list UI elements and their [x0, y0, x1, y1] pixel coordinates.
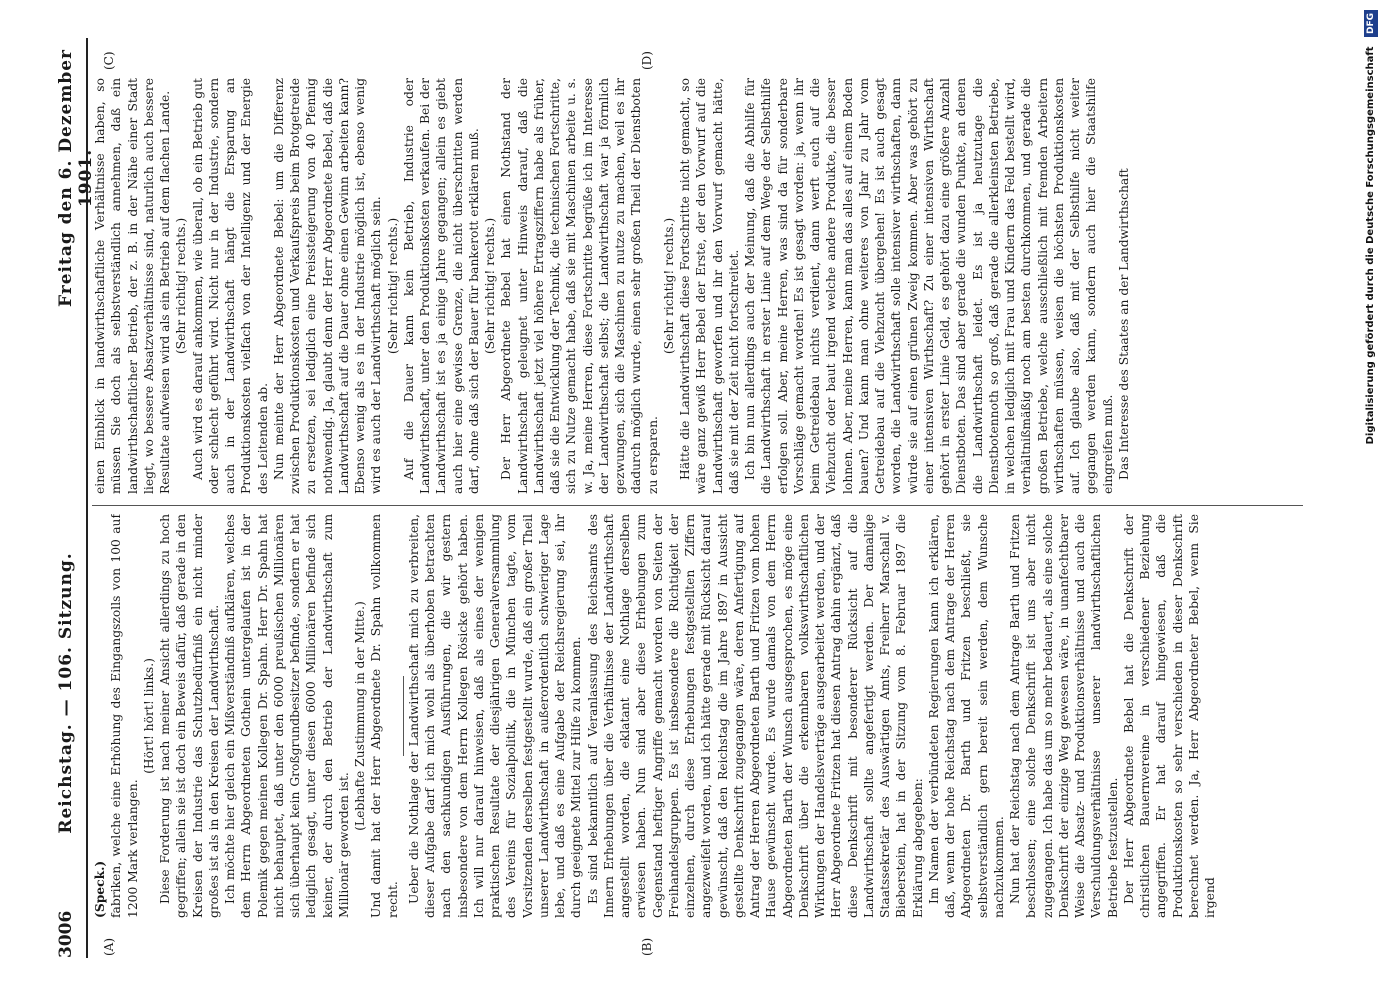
margin-mark-b: (B): [640, 937, 654, 956]
paragraph: Das Interesse des Staates an der Landwirthschaft: [1116, 168, 1131, 480]
running-head: [50, 38, 96, 958]
short-divider: [403, 676, 404, 756]
dfg-logo: DFG: [1364, 10, 1378, 37]
paragraph: Diese Forderung ist nach meiner Ansicht allerdings zu hoch gegriffen; allein sie ist doch ein Beweis dafür, daß gerade in den Kreisen der Industrie das Schutzbedürfniß ein nicht minder großes ist als in den Kreisen der Landwirthschaft.: [158, 514, 221, 918]
right-column: [92, 78, 1305, 494]
margin-mark-c: (C): [102, 51, 116, 70]
paragraph: Auf die Dauer kann kein Betrieb, Industrie oder Landwirthschaft, unter den Produktionskosten verkaufen. Bei der Landwirthschaft ist es ja einige Jahre gegangen; allein es giebt auch hier eine gewisse Grenze, die nicht überschritten werden darf, ohne daß sich der Bauer für bankerott erklären muß.: [401, 78, 481, 494]
paragraph: Nun meinte der Herr Abgeordnete Bebel: um die Differenz zwischen Produktionskosten und Verkaufspreis beim Brotgetreide zu ersetzen, sei lediglich eine Preissteigerung von 40 Pfennig nothwendig. Ja, glaubt denn der Herr Abgeordnete Bebel, daß die Landwirthschaft auf die Dauer ohne einen Gewinn arbeiten kann? Ebenso wenig als es in der Industrie möglich ist, ebenso wenig wird es auch der Landwirthschaft möglich sein.: [271, 78, 384, 494]
interjection: (Sehr richtig! rechts.): [483, 217, 497, 355]
credit-text: Digitalisierung gefördert durch die Deutsche Forschungsgemeinschaft: [1365, 46, 1376, 445]
paragraph: Ueber die Nothlage der Landwirthschaft mich zu verbreiten, dieser Aufgabe darf ich mich wohl als überhoben betrachten nach den sachkundigen Ausführungen, die wir gestern insbesondere von dem Herrn Kollegen Rösicke gehört haben. Ich will nur darauf hinweisen, daß als eines der wenigen praktischen Resultate der diesjährigen Generalversammlung des Vereins für Sozialpolitik, die in München tagte, vom Vorsitzenden derselben festgestellt wurde, daß ein großer Theil unserer Landwirthschaft in außerordentlich schwieriger Lage lebe, und daß es eine Aufgabe der Reichsregierung sei, ihr durch geeignete Mittel zur Hilfe zu kommen.: [406, 514, 584, 918]
session-title: Reichstag. — 106. Sitzung.: [56, 552, 76, 834]
paragraph: Es sind bekanntlich auf Veranlassung des Reichsamts des Innern Erhebungen über die Verhältnisse der Landwirthschaft angestellt worden, die eklatant eine Nothlage derselben erwiesen haben. Nun sind aber diese Erhebungen zum Gegenstand heftiger Angriffe gemacht worden von Seiten der Freihandelsgruppen. Es ist insbesondere die Richtigkeit der einzelnen, durch diese Erhebungen festgestellten Ziffern angezweifelt worden, und ich hätte gerade mit Rücksicht darauf gewünscht, daß den Reichstag die im Jahre 1897 in Aussicht gestellte Denkschrift zugegangen wäre, deren Anfertigung auf Antrag der Herren Abgeordneten Barth und Fritzen vom hohen Hause gewünscht wurde. Es wurde damals von dem Herrn Abgeordneten Barth der Wunsch ausgesprochen, es möge eine Denkschrift über die erkennbaren volkswirthschaftlichen Wirkungen der Handelsverträge ausgearbeitet werden, und der Herr Abgeordnete Fritzen hat diesen Antrag dahin ergänzt, daß diese Denkschrift mit besonderer Rücksicht auf die Landwirthschaft sollte angefertigt werden. Der damalige Staatssekretär des Auswärtigen Amts, Freiherr Marschall v. Bieberstein, hat in der Sitzung vom 8. Februar 1897 die Erklärung abgegeben:: [585, 514, 925, 918]
paragraph: einen Einblick in landwirthschaftliche Verhältnisse haben, so müssen Sie doch als selbstverständlich annehmen, daß ein landwirthschaftlicher Betrieb, der z. B. in der Nähe einer Stadt liegt, wo bessere Absatzverhältnisse sind, naturlich auch bessere Resultate aufweisen wird als ein Betrieb auf dem flachen Lande.: [93, 78, 172, 494]
quotation: Im Namen der verbündeten Regierungen kann ich erklären, daß, wenn der hohe Reichstag nach dem Antrage der Herren Abgeordneten Dr. Barth und Fritzen beschließt, sie selbstverständlich gern bereit sein werden, dem Wunsche nachzukommen.: [926, 514, 1006, 918]
paragraph: Und damit hat der Herr Abgeordnete Dr. Spahn vollkommen recht.: [369, 514, 400, 918]
newspaper-page: [50, 38, 1305, 958]
digitization-credit: [1362, 10, 1380, 990]
column-rule: [92, 505, 1303, 506]
interjection: (Sehr richtig! rechts.): [385, 217, 400, 355]
margin-mark-a: (A): [102, 937, 116, 956]
paragraph: Nun hat der Reichstag nach dem Antrage Barth und Fritzen beschlossen; eine solche Denkschrift ist uns aber nicht zugegangen. Ich habe das um so mehr bedauert, als eine solche Denkschrift der einzige Weg gewesen wäre, in unanfechtbarer Weise die Absatz- und Produktionsverhältnisse und auch die Verschuldungsverhältnisse unserer landwirthschaftlichen Betriebe festzustellen.: [1008, 514, 1120, 918]
paragraph: Der Herr Abgeordnete Bebel hat einen Nothstand der Landwirthschaft geleugnet unter Hinweis darauf, daß die Landwirthschaft jetzt viel höhere Ertragsziffern habe als früher, daß sie die Entwicklung der Technik, die technischen Fortschritte, sich zu Nutze gemacht habe, daß sie mit Maschinen arbeite u. s. w. Ja, meine Herren, diese Fortschritte begrüße ich im Interesse der Landwirthschaft selbst; die Landwirthschaft war ja förmlich gezwungen, sich die Maschinen zu nutze zu machen, weil es ihr dadurch möglich wurde, einen sehr großen Theil der Dienstboten zu ersparen.: [499, 78, 660, 494]
session-date: Freitag den 6. Dezember 1901.: [56, 49, 96, 307]
speaker-note: (Speck.): [92, 860, 107, 918]
header-rule: [86, 38, 88, 958]
interjection: (Lebhafte Zustimmung in der Mitte.): [353, 601, 367, 831]
left-column: [92, 514, 1305, 918]
paragraph: Hätte die Landwirthschaft diese Fortschritte nicht gemacht, so wäre ganz gewiß Herr Bebel der Erste, der den Vorwurf auf die Landwirthschaft geworfen und ihr den Vorwurf gemacht hätte, daß sie mit der Zeit nicht fortschreitet.: [678, 78, 741, 494]
paragraph: Auch wird es darauf ankommen, wie überall, ob ein Betrieb gut oder schlecht geführt wird. Nicht nur in der Industrie, sondern auch in der Landwirthschaft hängt die Ersparung an Produktionskosten vielfach von der Intelligenz und der Energie des Leitenden ab.: [190, 78, 270, 494]
page-number: 3006: [56, 910, 76, 958]
paragraph: Der Herr Abgeordnete Bebel hat die Denkschrift der christlichen Bauernvereine in verschiedener Beziehung angegriffen. Er hat darauf hingewiesen, daß die Produktionskosten so sehr verschieden in dieser Denkschrift berechnet werden. Ja, Herr Abgeordneter Bebel, wenn Sie irgend: [1121, 514, 1217, 918]
paragraph: Ich bin nun allerdings auch der Meinung, daß die Abhilfe für die Landwirthschaft in erster Linie auf dem Wege der Selbsthilfe erfolgen soll. Aber, meine Herren, was sind da für sonderbare Vorschläge gemacht worden! Es ist gesagt worden: ja, wenn ihr beim Getreidebau nichts verdient, dann werft euch auf die Viehzucht oder baut irgend welche andere Produkte, die besser lohnen. Aber, meine Herren, kann man das alles auf einem Boden bauen? Und kann man ohne weiteres von Jahr zu Jahr vom Getreidebau auf die Viehzucht übergehen! Es ist auch gesagt worden, die Landwirthschaft solle intensiver wirthschaften, dann würde sie auf einen grünen Zweig kommen. Aber was gehört zu einer intensiven Wirthschaft? Zu einer intensiven Wirthschaft gehört in erster Linie Geld, es gehört dazu eine größere Anzahl Dienstboten. Das sind aber gerade die wunden Punkte, an denen die Landwirthschaft leidet. Es ist ja heutzutage die Dienstbotennoth so groß, daß gerade die allerkleinsten Betriebe, in welchen lediglich mit Frau und Kindern das Feld bestellt wird, verhältnißmäßig noch am besten durchkommen, und gerade die großen Betriebe, welche ausschließlich mit fremden Arbeitern wirthschaften müssen, weisen die höchsten Produktionskosten auf. Ich glaube also, daß mit der Selbsthilfe nicht weiter gegangen werden kann, sondern auch hier die Staatshilfe eingreifen muß.: [743, 78, 1115, 494]
margin-mark-d: (D): [640, 51, 654, 70]
interjection: (Sehr richtig! rechts.): [661, 217, 676, 355]
interjection: (Hört! hört! links.): [141, 658, 156, 774]
paragraph: Ich möchte hier gleich ein Mißverständniß aufklären, welches dem Herrn Abgeordneten Gothein untergelaufen ist in der Polemik gegen meinen Kollegen Dr. Spahn. Herr Dr. Spahn hat nicht behauptet, daß unter den 6000 preußischen Millionären sich überhaupt kein Großgrundbesitzer befinde, sondern er hat lediglich gesagt, unter diesen 6000 Millionären befinde sich keiner, der durch den Betrieb der Landwirthschaft zum Millionär geworden ist.: [223, 514, 351, 918]
interjection: (Sehr richtig! rechts.): [174, 217, 189, 355]
paragraph: fabriken, welche eine Erhöhung des Eingangszolls von 100 auf 1200 Mark verlangen.: [109, 514, 140, 918]
